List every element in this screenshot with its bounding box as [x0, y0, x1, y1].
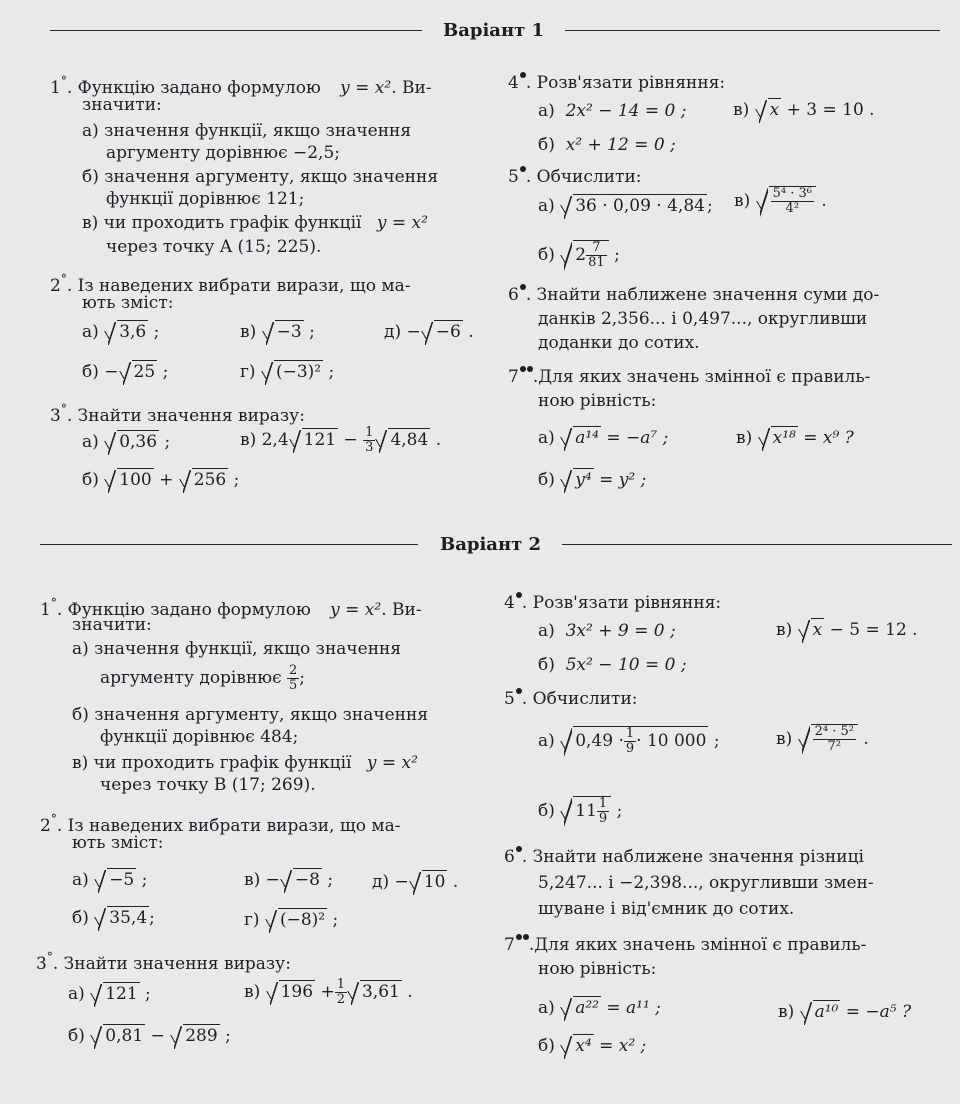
task-5-a: а) 36 · 0,09 · 4,84 ;	[538, 196, 713, 216]
task-2-a: а) −5 ;	[72, 870, 148, 890]
sqrt: x⁴	[560, 1034, 593, 1057]
task-7-line-1: 7 .Для яких значень змінної є правиль-	[508, 367, 871, 387]
task-2-g: г) (−8)² ;	[244, 910, 339, 930]
sqrt: a¹⁴	[560, 426, 601, 449]
header-rule-left	[40, 544, 418, 545]
task-6-line-3: шуване і від'ємник до сотих.	[538, 899, 795, 919]
task-2-d: д) − −6 .	[384, 322, 474, 342]
task-4-c: в) x − 5 = 12 .	[776, 620, 918, 640]
sqrt: 3,61	[347, 980, 402, 1003]
task-3-line-1: 3°. Знайти значення виразу:	[36, 950, 291, 974]
task-2-g: г) (−3)² ;	[240, 362, 335, 382]
task-7-line-1: 7 .Для яких значень змінної є правиль-	[504, 935, 867, 955]
sqrt: (−8)²	[265, 908, 327, 931]
sqrt: (−3)²	[261, 360, 323, 383]
header-rule-right	[562, 544, 952, 545]
sqrt: 256	[179, 468, 228, 491]
sqrt: 196	[266, 980, 315, 1003]
task-4-a: а) 2x² − 14 = 0 ;	[538, 101, 687, 121]
task-7-b: б) x⁴ = x² ;	[538, 1036, 647, 1056]
task-4-line-1: 4 . Розв'язати рівняння:	[508, 73, 726, 93]
task-4-a: а) 3x² + 9 = 0 ;	[538, 621, 676, 641]
sqrt: −3	[262, 320, 304, 343]
sqrt: 11 $\frac{1}{9}$	[560, 796, 611, 826]
sqrt: 36 · 0,09 · 4,84	[560, 194, 707, 217]
bullet-mark	[516, 934, 522, 940]
task-3-a: а) 121 ;	[68, 984, 151, 1004]
task-5-c: в) $\frac{\text{2⁴ · 5²}}{\text{7²}}$ .	[776, 724, 869, 754]
task-6-line-2: 5,247... і −2,398..., округливши змен-	[538, 873, 874, 893]
sqrt: 10	[409, 870, 448, 893]
sqrt: a²²	[560, 996, 601, 1019]
task-3-c: в) 196 + $\frac{1}{2}$ 3,61 .	[244, 977, 413, 1007]
sqrt: 25	[119, 360, 158, 383]
task-5-c: в) $\frac{\text{5⁴ · 3⁶}}{\text{4²}}$ .	[734, 186, 827, 216]
sqrt: $\frac{\text{5⁴ · 3⁶}}{\text{4²}}$	[756, 186, 816, 216]
task-2-line-2: ють зміст:	[82, 293, 174, 313]
task-1-line-1: 1°. Функцію задано формулою y = x². Ви-	[50, 74, 432, 98]
task-7-a: а) a²² = a¹¹ ;	[538, 998, 661, 1018]
task-1-line-2: значити:	[82, 95, 162, 115]
task-5-b: б) 11 $\frac{1}{9}$ ;	[538, 796, 623, 826]
sqrt: 35,4	[94, 906, 149, 929]
task-3-line-1: 3°. Знайти значення виразу:	[50, 402, 305, 426]
task-6-line-3: доданки до сотих.	[538, 333, 700, 353]
task-4-b: б) 5x² − 10 = 0 ;	[538, 655, 687, 675]
task-2-b: б) − 25 ;	[82, 362, 169, 382]
sqrt: 289	[170, 1024, 219, 1047]
task-6-line-1: 6 . Знайти наближене значення суми до-	[508, 285, 880, 305]
task-7-c: в) a¹⁰ = −a⁵ ?	[778, 1002, 912, 1022]
formula: y = x²	[376, 213, 428, 233]
degree-mark: °	[60, 74, 67, 88]
task-1-line-2: значити:	[72, 615, 152, 635]
header-rule-left	[50, 30, 422, 31]
task-1-b-line-2: функції дорівнює 121;	[106, 189, 305, 209]
sqrt: −6	[421, 320, 463, 343]
task-1-a-line-1: а) значення функції, якщо значення	[82, 121, 412, 141]
formula: y = x²	[340, 78, 392, 98]
variant-2-title: Варіант 2	[440, 534, 542, 555]
sqrt: x	[798, 618, 825, 641]
task-2-line-1: 2°. Із наведених вибрати вирази, що ма-	[50, 272, 411, 296]
task-1-c-line-1: в) чи проходить графік функції y = x²	[82, 213, 428, 233]
sqrt: 2 $\frac{7}{81}$	[560, 240, 608, 270]
fraction: $\frac{1}{3}$	[365, 425, 374, 455]
task-3-b: б) 100 + 256 ;	[82, 470, 240, 490]
task-3-a: а) 0,36 ;	[82, 432, 171, 452]
sqrt: 0,81	[90, 1024, 145, 1047]
task-2-d: д) − 10 .	[372, 872, 459, 892]
task-6-line-1: 6 . Знайти наближене значення різниці	[504, 847, 864, 867]
sqrt: 0,36	[104, 430, 159, 453]
task-3-c: в) 2,4 121 − $\frac{1}{3}$ 4,84 .	[240, 425, 442, 455]
task-1-a-line-1: а) значення функції, якщо значення	[72, 639, 402, 659]
sqrt: −8	[280, 868, 322, 891]
task-7-line-2: ною рівність:	[538, 959, 657, 979]
task-4-b: б) x² + 12 = 0 ;	[538, 135, 676, 155]
sqrt: a¹⁰	[800, 1000, 841, 1023]
task-2-b: б) 35,4 ;	[72, 908, 155, 928]
task-2-c: в) − −8 ;	[244, 870, 334, 890]
task-number: 1	[50, 78, 61, 98]
task-1-c-line-2: через точку B (17; 269).	[100, 775, 316, 795]
task-1-c-line-1: в) чи проходить графік функції y = x²	[72, 753, 418, 773]
sqrt: 3,6	[104, 320, 148, 343]
fraction: $\frac{1}{2}$	[336, 977, 345, 1007]
sqrt: 0,49 · $\frac{1}{9}$ · 10 000	[560, 726, 708, 756]
task-2-line-2: ють зміст:	[72, 833, 164, 853]
task-1-b-line-2: функції дорівнює 484;	[100, 727, 299, 747]
sqrt: 121	[289, 428, 338, 451]
bullet-mark	[520, 366, 526, 372]
sqrt: 4,84	[375, 428, 430, 451]
task-7-a: а) a¹⁴ = −a⁷ ;	[538, 428, 669, 448]
task-2-a: а) 3,6 ;	[82, 322, 160, 342]
task-1-c-line-2: через точку A (15; 225).	[106, 237, 322, 257]
variant-1-title: Варіант 1	[443, 20, 545, 41]
task-3-b: б) 0,81 − 289 ;	[68, 1026, 231, 1046]
sqrt: y⁴	[560, 468, 593, 491]
sqrt: 100	[104, 468, 153, 491]
task-5-line-1: 5 . Обчислити:	[504, 689, 638, 709]
task-5-a: а) 0,49 · $\frac{1}{9}$ · 10 000 ;	[538, 726, 720, 756]
task-1-b-line-1: б) значення аргументу, якщо значення	[72, 705, 429, 725]
sqrt: $\frac{\text{2⁴ · 5²}}{\text{7²}}$	[798, 724, 858, 754]
fraction: $\frac{2}{5}$	[289, 663, 298, 693]
task-5-b: б) 2 $\frac{7}{81}$ ;	[538, 240, 620, 270]
task-4-line-1: 4 . Розв'язати рівняння:	[504, 593, 722, 613]
task-7-line-2: ною рівність:	[538, 391, 657, 411]
task-7-c: в) x¹⁸ = x⁹ ?	[736, 428, 854, 448]
task-6-line-2: данків 2,356... і 0,497..., округливши	[538, 309, 868, 329]
sqrt: 121	[90, 982, 139, 1005]
task-1-b-line-1: б) значення аргументу, якщо значення	[82, 167, 439, 187]
task-1-a-line-2: аргументу дорівнює −2,5;	[106, 143, 341, 163]
task-4-c: в) x + 3 = 10 .	[733, 100, 875, 120]
task-1-line-1: 1°. Функцію задано формулою y = x². Ви-	[40, 596, 422, 620]
task-1-a-line-2: аргументу дорівнює $\frac{2}{5}$ ;	[100, 663, 306, 693]
task-2-line-1: 2°. Із наведених вибрати вирази, що ма-	[40, 812, 401, 836]
task-7-b: б) y⁴ = y² ;	[538, 470, 647, 490]
sqrt: x	[755, 98, 782, 121]
task-5-line-1: 5 . Обчислити:	[508, 167, 642, 187]
sqrt: x¹⁸	[758, 426, 798, 449]
header-rule-right	[565, 30, 940, 31]
sqrt: −5	[94, 868, 136, 891]
task-2-c: в) −3 ;	[240, 322, 315, 342]
